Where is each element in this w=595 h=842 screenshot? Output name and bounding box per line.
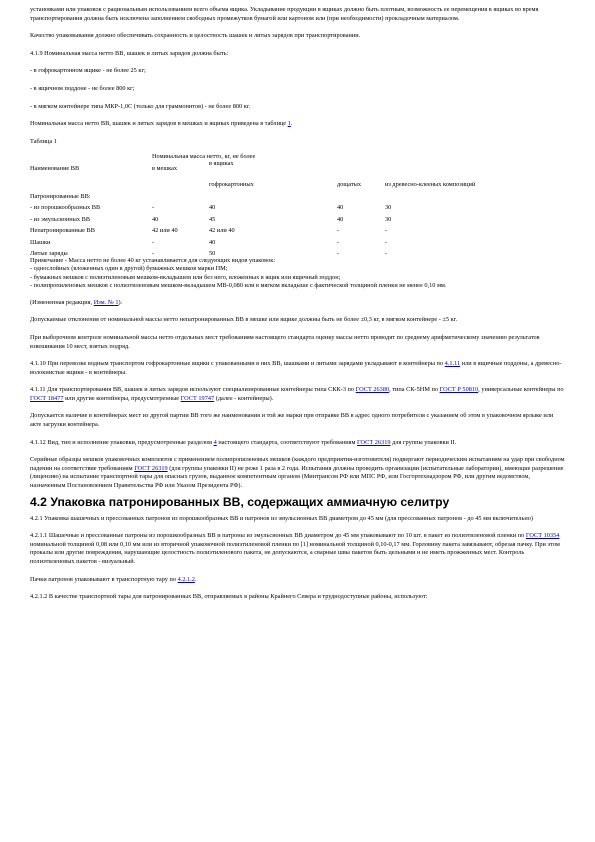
paragraph-tolerance: Допускаемые отклонения от номинальной массы нетто непатронированных ВВ в мешке или ящике должны быть не более ±0,3 кг, в мягком контейнере - ±5 кг. bbox=[30, 316, 458, 324]
gost-26319-link[interactable]: ГОСТ 26319 bbox=[357, 438, 391, 446]
amendment-link[interactable]: Изм. № 1 bbox=[93, 298, 119, 306]
section-4-1-11-link[interactable]: 4.1.11 bbox=[444, 360, 461, 368]
paragraph-4-2-1-2: 4.2.1.2 В качестве транспортной тары для патронированных ВВ, отправляемых в районы Крайнего Севера и труднодоступные районы, используют: bbox=[30, 593, 428, 601]
paragraph-quality: Качество упаковывания должно обеспечивать сохранность и целостность шашек и литых зарядов при транспортировании. bbox=[30, 32, 361, 40]
paragraph-together: Допускается наличие в контейнерах мест из другой партии ВВ того же наименования и той же марки при отправке ВВ в адрес одного потребителя с указанием об этом в упаковочном ярлыке или акте загрузки контейнера. bbox=[30, 412, 554, 429]
bullet-pallet: - в ящичном поддоне - не более 800 кг; bbox=[30, 84, 135, 92]
header-box: в ящиках bbox=[209, 160, 234, 168]
table-row: Шашки - 40 - - bbox=[30, 238, 388, 246]
table-1-link[interactable]: 1 bbox=[287, 120, 291, 128]
table-row: Литые заряды - 50 - - bbox=[30, 250, 388, 258]
bullet-gofro: - в гофрокартонном ящике - не более 25 кг; bbox=[30, 67, 146, 75]
paragraph-4-2-1: 4.2.1 Упаковка шашечных и прессованных патронов из порошкообразных ВВ и патронов из эмульсионных ВВ диаметром до 45 мм (для прессованных патронов - до 45 мм включительно) bbox=[30, 514, 534, 522]
paragraph-4-1-9: 4.1.9 Номинальная масса нетто ВВ, шашек и литых зарядов должна быть: bbox=[30, 49, 229, 57]
table-row: - из эмульсионных ВВ 40 45 40 30 bbox=[30, 215, 392, 223]
table-note: Примечание - Масса нетто не более 40 кг устанавливается для следующих видов упаковок: - однослойных (вложенных один в другой) бумажных мешков марки ПМ; - бумажных мешков с полиэтиленовым мешком-вкладышем или без него, вложенных в ящик или ящичный поддон; - полипропиленовых мешков с полиэтиленовым мешком-вкладышем МВ-0,080 или в мягком вкладыше с фактической толщиной пленки не менее 0,10 мм. bbox=[30, 257, 447, 289]
paragraph-4-2-1-1: 4.2.1.1 Шашечные и прессованные патроны из порошкообразных ВВ и патроны из эмульсионных ВВ диаметром до 45 мм упаковывают по 10 шт. в пакет из полиэтиленовой пленки по ГОСТ 10354 номинальной толщиной 0,08 или 0,10 мм или из вторичной упаковочной полиэтиленовой пленки по [1] номинальной толщиной 0,10-0,17 мм. Горловину пакета завязывают, обрезая пачку. При этом прокалы или другие повреждения, нарушающие целостность полиэтиленового пакета, не допускаются, а сварные швы пакетов быть цельными и не иметь прожженных мест. Контроль полиэтиленовых пакетов - визуальный. bbox=[30, 532, 560, 565]
table-row: Патронированные ВВ: bbox=[30, 192, 91, 200]
header-gofro: гофрокартонных bbox=[209, 181, 254, 189]
header-name: Наименование ВВ bbox=[30, 165, 80, 173]
header-drev: из древесно-клееных композиций bbox=[385, 181, 476, 189]
bullet-container: - в мягком контейнере типа МКР-1,0С (только для граммонитов) - не более 800 кг. bbox=[30, 102, 251, 110]
document-page bbox=[30, 6, 565, 602]
gost-26319-link-2[interactable]: ГОСТ 26319 bbox=[134, 464, 168, 472]
paragraph-serial: Серийные образцы мешков упаковочных комплектов с применением полипропиленовых мешков (каждого предприятия-изготовителя) подвергают периодическим испытаниям на удар при свободном падении на соответствие требованиям ГОСТ 26319 (для группы упаковки II) не реже 1 раза в 2 года. Испытания должны проводить организации (испытательные лаборатории), имеющие разрешение (лицензию) на испытание транспортной тары для опасных грузов, выданное компетентным органом (Минтрансом РФ или МПС РФ, или Госгортехнадзором РФ, или другим ведомством, назначенным Постановлением Правительства РФ или Указом Президента РФ). bbox=[30, 456, 565, 490]
section-4-2-1-2-link[interactable]: 4.2.1.2 bbox=[177, 575, 195, 583]
table-row: Непатронированные ВВ 42 или 40 42 или 40 - - bbox=[30, 227, 388, 235]
table-caption: Таблица 1 bbox=[30, 137, 57, 145]
paragraph-selective: При выборочном контроле номинальной массы нетто отдельных мест требованиям настоящего стандарта оценку массы нетто проводят по среднему арифметическому значению результатов взвешивания 10 мест, взятых подряд. bbox=[30, 333, 540, 350]
paragraph-4-1-11: 4.1.11 Для транспортирования ВВ, шашек и литых зарядов используют специализированные контейнеры типа СКК-3 по ГОСТ 26380, типа СК-5НМ по ГОСТ Р 50810, универсальные контейнеры по ГОСТ 18477 или другие контейнеры, предусмотренные ГОСТ 19747 (далее - контейнеры). bbox=[30, 386, 564, 402]
paragraph-4-1-12: 4.1.12 Вид, тип и исполнение упаковки, предусмотренные разделом 4 настоящего стандарта, соответствуют требованиям ГОСТ 26319 для группы упаковки II. bbox=[30, 438, 457, 446]
paragraph-intro: установками или упаковок с рациональным использованием всего объема ящика. Укладывание продукции в ящиках должно быть плотным, возможность ее перемещения в ящиках во время транспортирования должна быть исключена заполнением свободных промежутков бумагой или картоном или (при необходимости) прокладочным материалом. bbox=[30, 6, 539, 22]
header-dosh: дощатых bbox=[337, 181, 361, 189]
gost-19747-link[interactable]: ГОСТ 19747 bbox=[180, 394, 215, 402]
header-bag: в мешках bbox=[152, 165, 178, 173]
header-nominal-mass: Номинальная масса нетто, кг, не более bbox=[152, 153, 256, 161]
gost-18477-link[interactable]: ГОСТ 18477 bbox=[30, 394, 64, 402]
paragraph-4-1-10: 4.1.10 При перевозке водным транспортом гофрокартонные ящики с упакованными в них ВВ, шашками и литыми зарядами укладывают в контейнеры по 4.1.11 или в ящичные поддоны, а древесно-волокнистые ящики - в контейнеры. bbox=[30, 360, 562, 376]
table-1 bbox=[30, 146, 475, 257]
paragraph-nominal: Номинальная масса нетто ВВ, шашек и литых зарядов в мешках и ящиках приведена в таблице 1. bbox=[30, 120, 293, 128]
gost-10354-link[interactable]: ГОСТ 10354 bbox=[525, 532, 560, 540]
table-row: - из порошкообразных ВВ - 40 40 30 bbox=[30, 204, 392, 212]
section-heading-4-2: 4.2 Упаковка патронированных ВВ, содержащих аммиачную селитру bbox=[30, 494, 450, 509]
gost-r-50810-link[interactable]: ГОСТ Р 50810 bbox=[439, 386, 479, 394]
paragraph-packs: Пачки патронов упаковывают в транспортную тару по 4.2.1.2. bbox=[30, 575, 197, 583]
section-4-link[interactable]: 4 bbox=[213, 438, 217, 446]
amendment-note: (Измененная редакция, Изм. № 1). bbox=[30, 298, 123, 306]
gost-26380-link[interactable]: ГОСТ 26380 bbox=[355, 386, 390, 394]
